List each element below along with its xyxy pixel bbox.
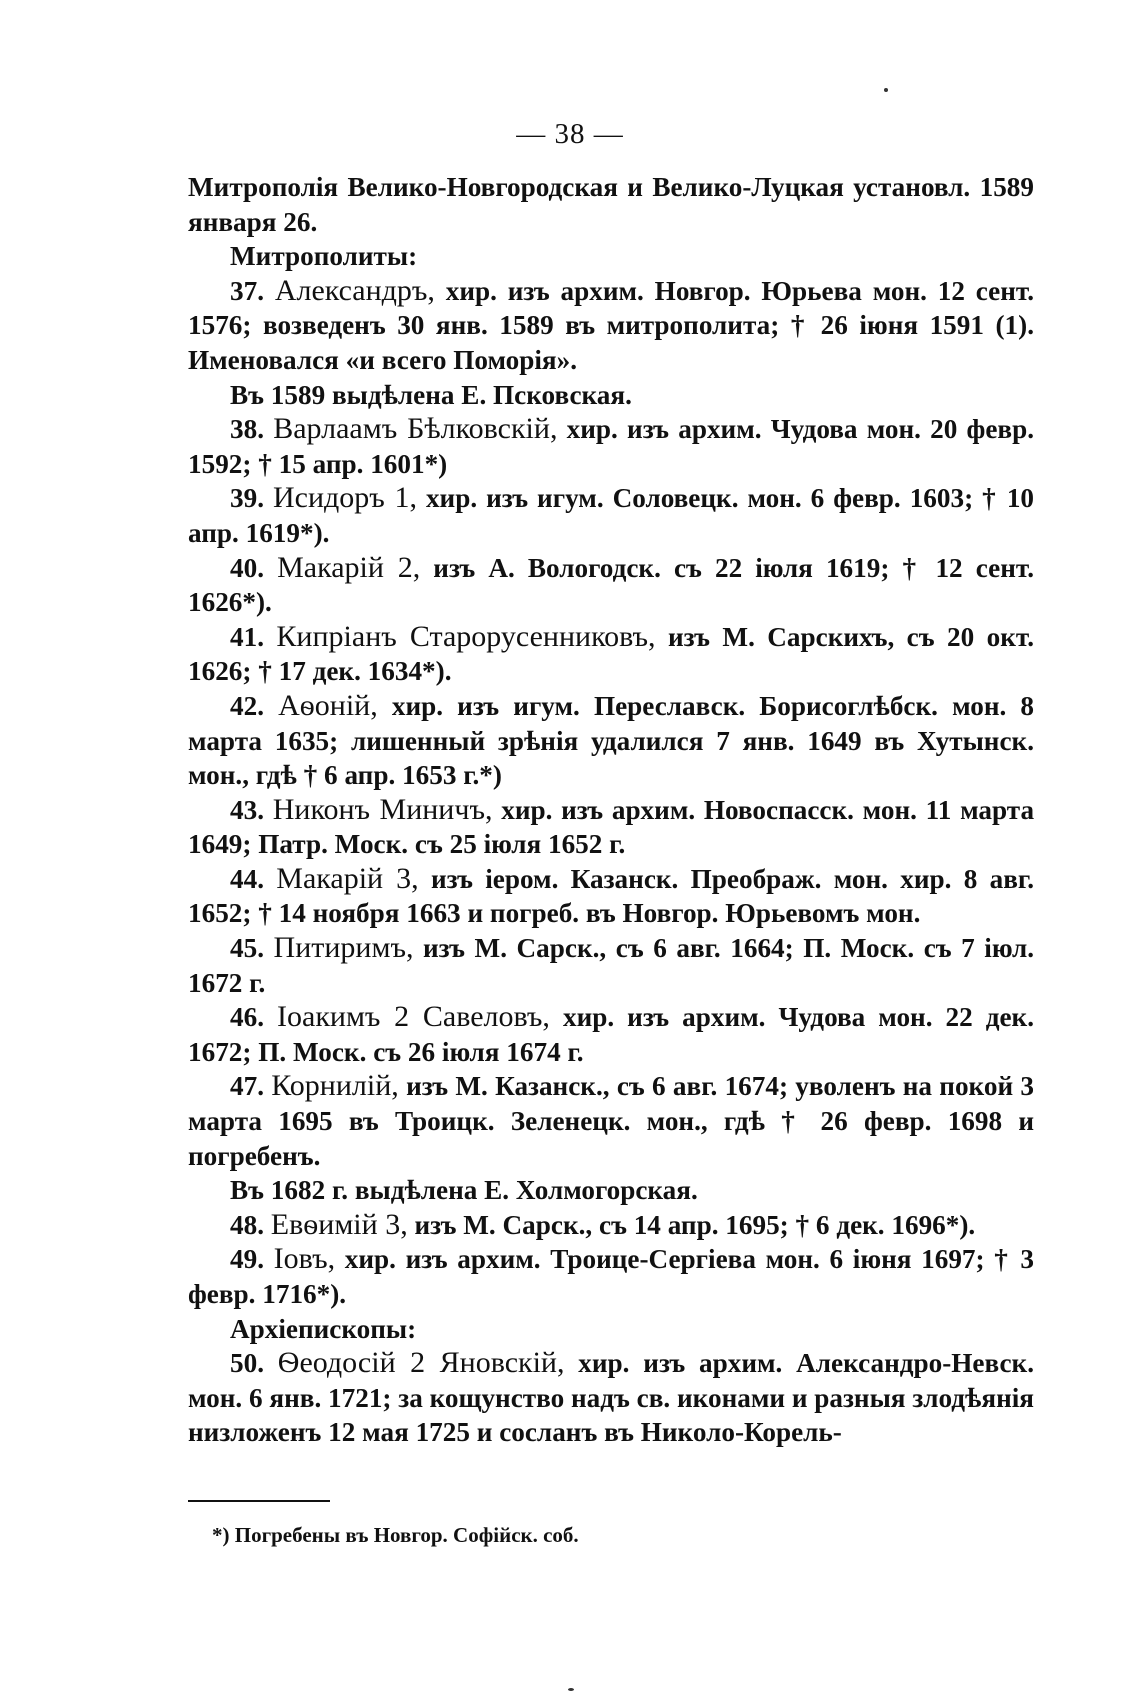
entry-number: 41. xyxy=(230,621,264,652)
main-text xyxy=(188,170,1034,1450)
note-1589: Въ 1589 выдѣлена Е. Псковская. xyxy=(230,379,632,410)
entry-number: 42. xyxy=(230,690,264,721)
page-number: — 38 — xyxy=(516,118,624,150)
entry-number: 38. xyxy=(230,414,264,445)
entry-41 xyxy=(188,620,1034,689)
entries-group-4 xyxy=(188,1346,1034,1450)
entry-text: изъ М. Сарск., съ 6 авг. 1664; П. Моск. съ 7 іюл. 1672 г. xyxy=(188,933,1034,998)
entries-group-1 xyxy=(188,274,1034,378)
entry-45 xyxy=(188,931,1034,1000)
entry-name: Іоакимъ 2 Савеловъ, xyxy=(277,1000,550,1034)
entry-number: 40. xyxy=(230,552,264,583)
entry-text: изъ М. Казанск., съ 6 авг. 1674; уволенъ на покой 3 марта 1695 въ Троицк. Зеленецк. мон., гдѣ † 26 февр. 1698 и погребенъ. xyxy=(188,1071,1035,1171)
print-speck xyxy=(568,1688,574,1691)
entries-group-2 xyxy=(188,412,1034,1173)
footnote: *) Погребены въ Новгор. Софійск. соб. xyxy=(212,1523,579,1547)
entry-name: Макарій 2, xyxy=(277,550,421,584)
entry-text: хир. изъ архим. Новоспасск. мон. 11 марта 1649; Патр. Моск. съ 25 іюля 1652 г. xyxy=(188,794,1035,860)
entry-number: 50. xyxy=(230,1348,264,1379)
print-speck xyxy=(884,88,888,92)
entry-name: Іовъ, xyxy=(273,1242,336,1276)
entry-50 xyxy=(188,1346,1034,1450)
entry-text: хир. изъ архим. Новгор. Юрьева мон. 12 сент. 1576; возведенъ 30 янв. 1589 въ митрополита; † 26 іюня 1591 (1). Именовался «и всего Поморія». xyxy=(188,275,1034,375)
entry-number: 39. xyxy=(230,483,264,514)
entry-38 xyxy=(188,412,1034,481)
heading-metropolitans: Митрополиты: xyxy=(230,241,418,272)
entry-number: 49. xyxy=(230,1244,264,1275)
entry-49 xyxy=(188,1242,1034,1311)
entry-text: хир. изъ игум. Переславск. Борисоглѣбск. мон. 8 марта 1635; лишенный зрѣнія удалился 7 янв. 1649 въ Хутынск. мон., гдѣ † 6 апр. 1653 г.*) xyxy=(188,690,1035,791)
entry-name: Александръ, xyxy=(274,273,435,307)
entry-text: изъ М. Сарск., съ 14 апр. 1695; † 6 дек. 1696*). xyxy=(414,1209,976,1240)
entry-44 xyxy=(188,862,1034,931)
entry-number: 46. xyxy=(230,1002,264,1033)
entry-name: Корнилій, xyxy=(271,1069,399,1103)
entry-37 xyxy=(188,274,1034,378)
entry-text: изъ М. Сарскихъ, съ 20 окт. 1626; † 17 дек. 1634*). xyxy=(188,621,1035,687)
entry-name: Макарій 3, xyxy=(276,861,419,895)
entry-text: хир. изъ игум. Соловецк. мон. 6 февр. 1603; † 10 апр. 1619*). xyxy=(188,483,1035,548)
entry-text: изъ іером. Казанск. Преображ. мон. хир. 8 авг. 1652; † 14 ноября 1663 и погреб. въ Новгор. Юрьевомъ мон. xyxy=(188,863,1034,929)
entry-47 xyxy=(188,1069,1034,1173)
entry-text: хир. изъ архим. Чудова мон. 20 февр. 1592; † 15 апр. 1601*) xyxy=(188,414,1035,479)
note-1682: Въ 1682 г. выдѣлена Е. Холмогорская. xyxy=(230,1175,698,1206)
entry-48 xyxy=(188,1208,1034,1243)
entry-number: 45. xyxy=(230,933,264,964)
intro-paragraph: Митрополія Велико-Новгородская и Велико-Луцкая установл. 1589 января 26. xyxy=(188,172,1034,237)
heading-archbishops: Архіепископы: xyxy=(230,1313,417,1344)
entry-name: Никонъ Миничъ, xyxy=(272,792,493,826)
entry-number: 47. xyxy=(230,1071,264,1102)
entry-43 xyxy=(188,793,1034,862)
entry-42 xyxy=(188,689,1034,793)
entries-group-3 xyxy=(188,1208,1034,1312)
entry-name: Исидоръ 1, xyxy=(272,481,417,515)
entry-name: Аѳоній, xyxy=(278,688,378,722)
entry-name: Варлаамъ Бѣлковскій, xyxy=(273,412,558,446)
entry-text: хир. изъ архим. Александро-Невск. мон. 6 янв. 1721; за кощунство надъ св. иконами и разныя злодѣянія низложенъ 12 мая 1725 и сосланъ въ Николо-Корель- xyxy=(188,1348,1035,1448)
entry-number: 44. xyxy=(230,863,264,894)
entry-name: Ѳеодосій 2 Яновскій, xyxy=(277,1346,565,1380)
footnote-divider xyxy=(188,1500,330,1502)
entry-name: Кипріанъ Старорусенниковъ, xyxy=(276,619,656,653)
entry-number: 43. xyxy=(230,794,264,825)
entry-name: Питиримъ, xyxy=(273,931,414,965)
entry-name: Евѳимій 3, xyxy=(270,1207,408,1241)
entry-39 xyxy=(188,481,1034,550)
entry-number: 48. xyxy=(230,1209,264,1240)
entry-text: изъ А. Вологодск. съ 22 іюля 1619; † 12 сент. 1626*). xyxy=(188,552,1034,618)
entry-number: 37. xyxy=(230,275,264,306)
entry-text: хир. изъ архим. Троице-Сергіева мон. 6 іюня 1697; † 3 февр. 1716*). xyxy=(188,1244,1035,1309)
entry-46 xyxy=(188,1000,1034,1069)
entry-40 xyxy=(188,551,1034,620)
entry-text: хир. изъ архим. Чудова мон. 22 дек. 1672; П. Моск. съ 26 іюля 1674 г. xyxy=(188,1002,1035,1067)
